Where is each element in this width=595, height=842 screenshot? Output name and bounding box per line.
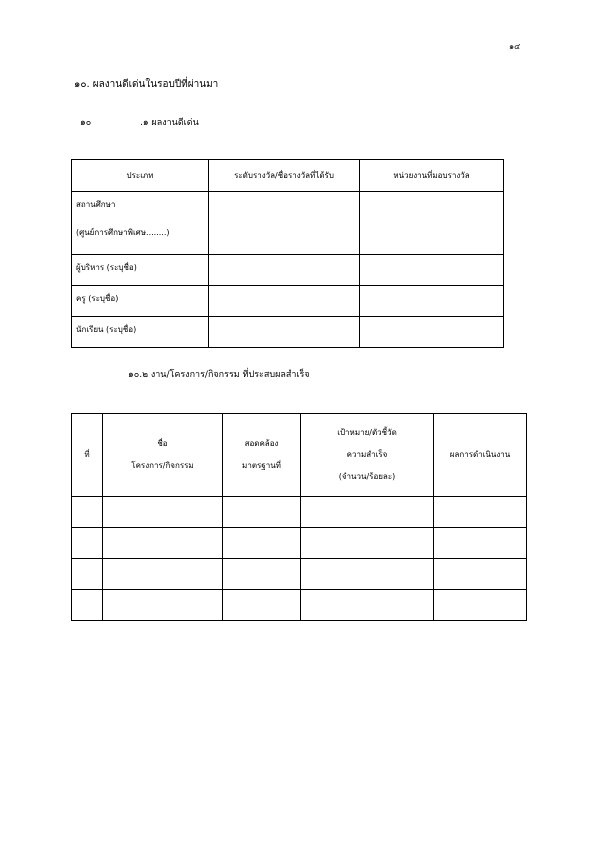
table-cell	[360, 192, 504, 255]
table-row	[72, 528, 527, 559]
header-line: มาตรฐานที่	[242, 461, 281, 470]
table-cell	[209, 192, 360, 255]
table-cell	[209, 255, 360, 286]
row-label-school	[72, 192, 209, 255]
header-line: โครงการ/กิจกรรม	[131, 461, 194, 470]
table-row	[72, 317, 504, 348]
header-line: (จำนวน/ร้อยละ)	[338, 472, 396, 481]
column-header-award: ระดับรางวัล/ชื่อรางวัลที่ได้รับ	[209, 160, 360, 192]
table-cell	[434, 559, 527, 590]
table-cell	[360, 286, 504, 317]
table-cell	[434, 497, 527, 528]
table-cell	[103, 528, 223, 559]
table-row	[72, 192, 504, 255]
table-cell	[301, 559, 434, 590]
table-cell	[72, 590, 103, 621]
subsection-title: .๑ ผลงานดีเด่น	[140, 118, 199, 128]
page-number: ๑๔	[509, 42, 521, 51]
table-cell	[72, 497, 103, 528]
table-row	[72, 497, 527, 528]
table-cell	[301, 528, 434, 559]
subsection-title-2: ๑๐.๒ งาน/โครงการ/กิจกรรม ที่ประสบผลสำเร็จ	[128, 370, 310, 380]
table-row	[72, 559, 527, 590]
row-label-teacher: ครู (ระบุชื่อ)	[72, 286, 209, 317]
column-header-no: ที่	[72, 414, 103, 497]
table-row	[72, 286, 504, 317]
table-cell	[72, 559, 103, 590]
table-row	[72, 590, 527, 621]
column-header-agency: หน่วยงานที่มอบรางวัล	[360, 160, 504, 192]
table-cell	[223, 590, 301, 621]
table-cell	[301, 590, 434, 621]
table-header-row	[72, 160, 504, 192]
table-cell	[434, 590, 527, 621]
table-cell	[223, 528, 301, 559]
column-header-target	[301, 414, 434, 497]
subsection-number: ๑๐	[80, 118, 92, 128]
table-cell	[434, 528, 527, 559]
row-label-student: นักเรียน (ระบุชื่อ)	[72, 317, 209, 348]
table-cell	[103, 590, 223, 621]
header-line: สอดคล้อง	[244, 439, 279, 448]
table-cell	[360, 255, 504, 286]
table-cell	[209, 317, 360, 348]
row-label-line: สถานศึกษา	[76, 200, 116, 209]
header-line: ความสำเร็จ	[346, 450, 388, 459]
column-header-project	[103, 414, 223, 497]
row-label-administrator: ผู้บริหาร (ระบุชื่อ)	[72, 255, 209, 286]
table-cell	[209, 286, 360, 317]
table-header-row	[72, 414, 527, 497]
row-label-line: (ศูนย์การศึกษาพิเศษ........)	[76, 228, 170, 237]
table-cell	[103, 559, 223, 590]
table-cell	[103, 497, 223, 528]
section-heading: ๑๐. ผลงานดีเด่นในรอบปีที่ผ่านมา	[74, 79, 219, 90]
awards-table	[71, 159, 504, 348]
column-header-standard	[223, 414, 301, 497]
projects-table	[71, 413, 527, 621]
table-row	[72, 255, 504, 286]
table-cell	[223, 559, 301, 590]
header-line: เป้าหมาย/ตัวชี้วัด	[337, 428, 397, 437]
column-header-type: ประเภท	[72, 160, 209, 192]
table-cell	[360, 317, 504, 348]
header-line: ชื่อ	[157, 439, 168, 448]
table-cell	[301, 497, 434, 528]
column-header-result: ผลการดำเนินงาน	[434, 414, 527, 497]
table-cell	[223, 497, 301, 528]
table-cell	[72, 528, 103, 559]
